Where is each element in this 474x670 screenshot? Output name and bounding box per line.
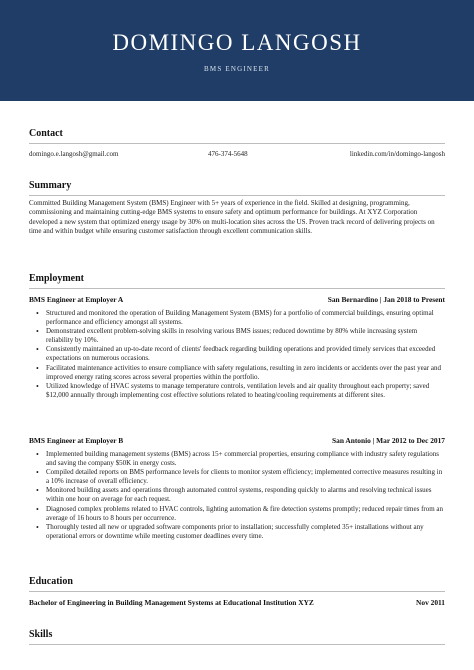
list-item: • Monitored building assets and operations through automated control systems, responding quickly to alarms and resolving technical issues within one hour on average for each request.: [46, 486, 445, 504]
candidate-name: DOMINGO LANGOSH: [112, 30, 362, 55]
education-date: Nov 2011: [416, 598, 445, 607]
section-title-skills: Skills: [29, 629, 53, 640]
section-title-summary: Summary: [29, 180, 72, 191]
contact-phone: 476-374-5648: [208, 150, 248, 158]
list-item: • Implemented building management systems (BMS) across 15+ commercial properties, ensuring compliance with industry safety regulations and saving the company $50K in energy costs.: [46, 450, 445, 468]
job-header: [29, 295, 445, 304]
job-bullets: [29, 450, 445, 541]
section-divider: [29, 644, 445, 645]
list-item: • Demonstrated excellent problem-solving skills in resolving various BMS issues; reduced downtime by 80% while increasing system reliability by 10%.: [46, 327, 445, 345]
list-item: • Thoroughly tested all new or upgraded software components prior to installation; successfully completed 35+ installations without any operational errors or downtime while meeting customer deadlines every time.: [46, 523, 445, 541]
section-divider: [29, 591, 445, 592]
contact-email[interactable]: domingo.e.langosh@gmail.com: [29, 150, 119, 158]
job-meta: San Antonio | Mar 2012 to Dec 2017: [332, 436, 445, 445]
job-title: BMS Engineer at Employer A: [29, 295, 124, 304]
contact-linkedin[interactable]: linkedin.com/in/domingo-langosh: [349, 150, 445, 158]
job-bullets: [29, 309, 445, 400]
education-row: [29, 598, 445, 607]
summary-text: Committed Building Management System (BMS) Engineer with 5+ years of experience in the field. Skilled at designing, programming, commissioning and maintaining cutting-edge BMS systems to ensure safety and optimum performance for buildings. At XYZ Corporation developed a new system that optimized energy usage by 30% on multi-location sites across the US. Proven track record of delivering projects on time and within budget while ensuring customer satisfaction through excellent communication skills.: [29, 199, 435, 235]
job-title: BMS Engineer at Employer B: [29, 436, 124, 445]
education-degree: Bachelor of Engineering in Building Management Systems at Educational Institution XYZ: [29, 598, 314, 607]
employment-section: [29, 273, 445, 540]
list-item: • Utilized knowledge of HVAC systems to manage temperature controls, ventilation levels and air quality throughout each property; saved $12,000 annually through implementing cost effective solutions related to heating/cooling requirements at different sites.: [46, 382, 445, 400]
list-item: • Diagnosed complex problems related to HVAC controls, lighting automation & fire detection systems promptly; reduced repair times from an average of 16 hours to 8 hours per occurrence.: [46, 505, 445, 523]
candidate-role: BMS ENGINEER: [204, 65, 270, 73]
job-meta: San Bernardino | Jan 2018 to Present: [327, 295, 445, 304]
section-title-education: Education: [29, 576, 73, 587]
list-item: • Structured and monitored the operation of Building Management System (BMS) for a portfolio of commercial buildings, ensuring optimal performance and efficiency amongst all systems.: [46, 309, 445, 327]
summary-section: [29, 180, 445, 235]
header-band: [0, 0, 474, 101]
job-header: [29, 436, 445, 445]
contact-section: [29, 128, 445, 158]
education-section: [29, 576, 445, 607]
section-divider: [29, 143, 445, 144]
section-title-employment: Employment: [29, 273, 84, 284]
list-item: • Consistently maintained an up-to-date record of clients' feedback regarding building operations and provided timely services that exceeded expectations on numerous occasions.: [46, 345, 445, 363]
list-item: • Compiled detailed reports on BMS performance levels for clients to monitor system efficiency; implemented corrective measures resulting in a 10% increase of overall efficiency.: [46, 468, 445, 486]
section-title-contact: Contact: [29, 128, 63, 139]
section-divider: [29, 288, 445, 289]
skills-section: [29, 629, 445, 640]
list-item: • Facilitated maintenance activities to ensure compliance with safety regulations, resulting in zero incidents or accidents over the past year and improved energy rating scores across several properties within the portfolio.: [46, 364, 445, 382]
section-divider: [29, 195, 445, 196]
